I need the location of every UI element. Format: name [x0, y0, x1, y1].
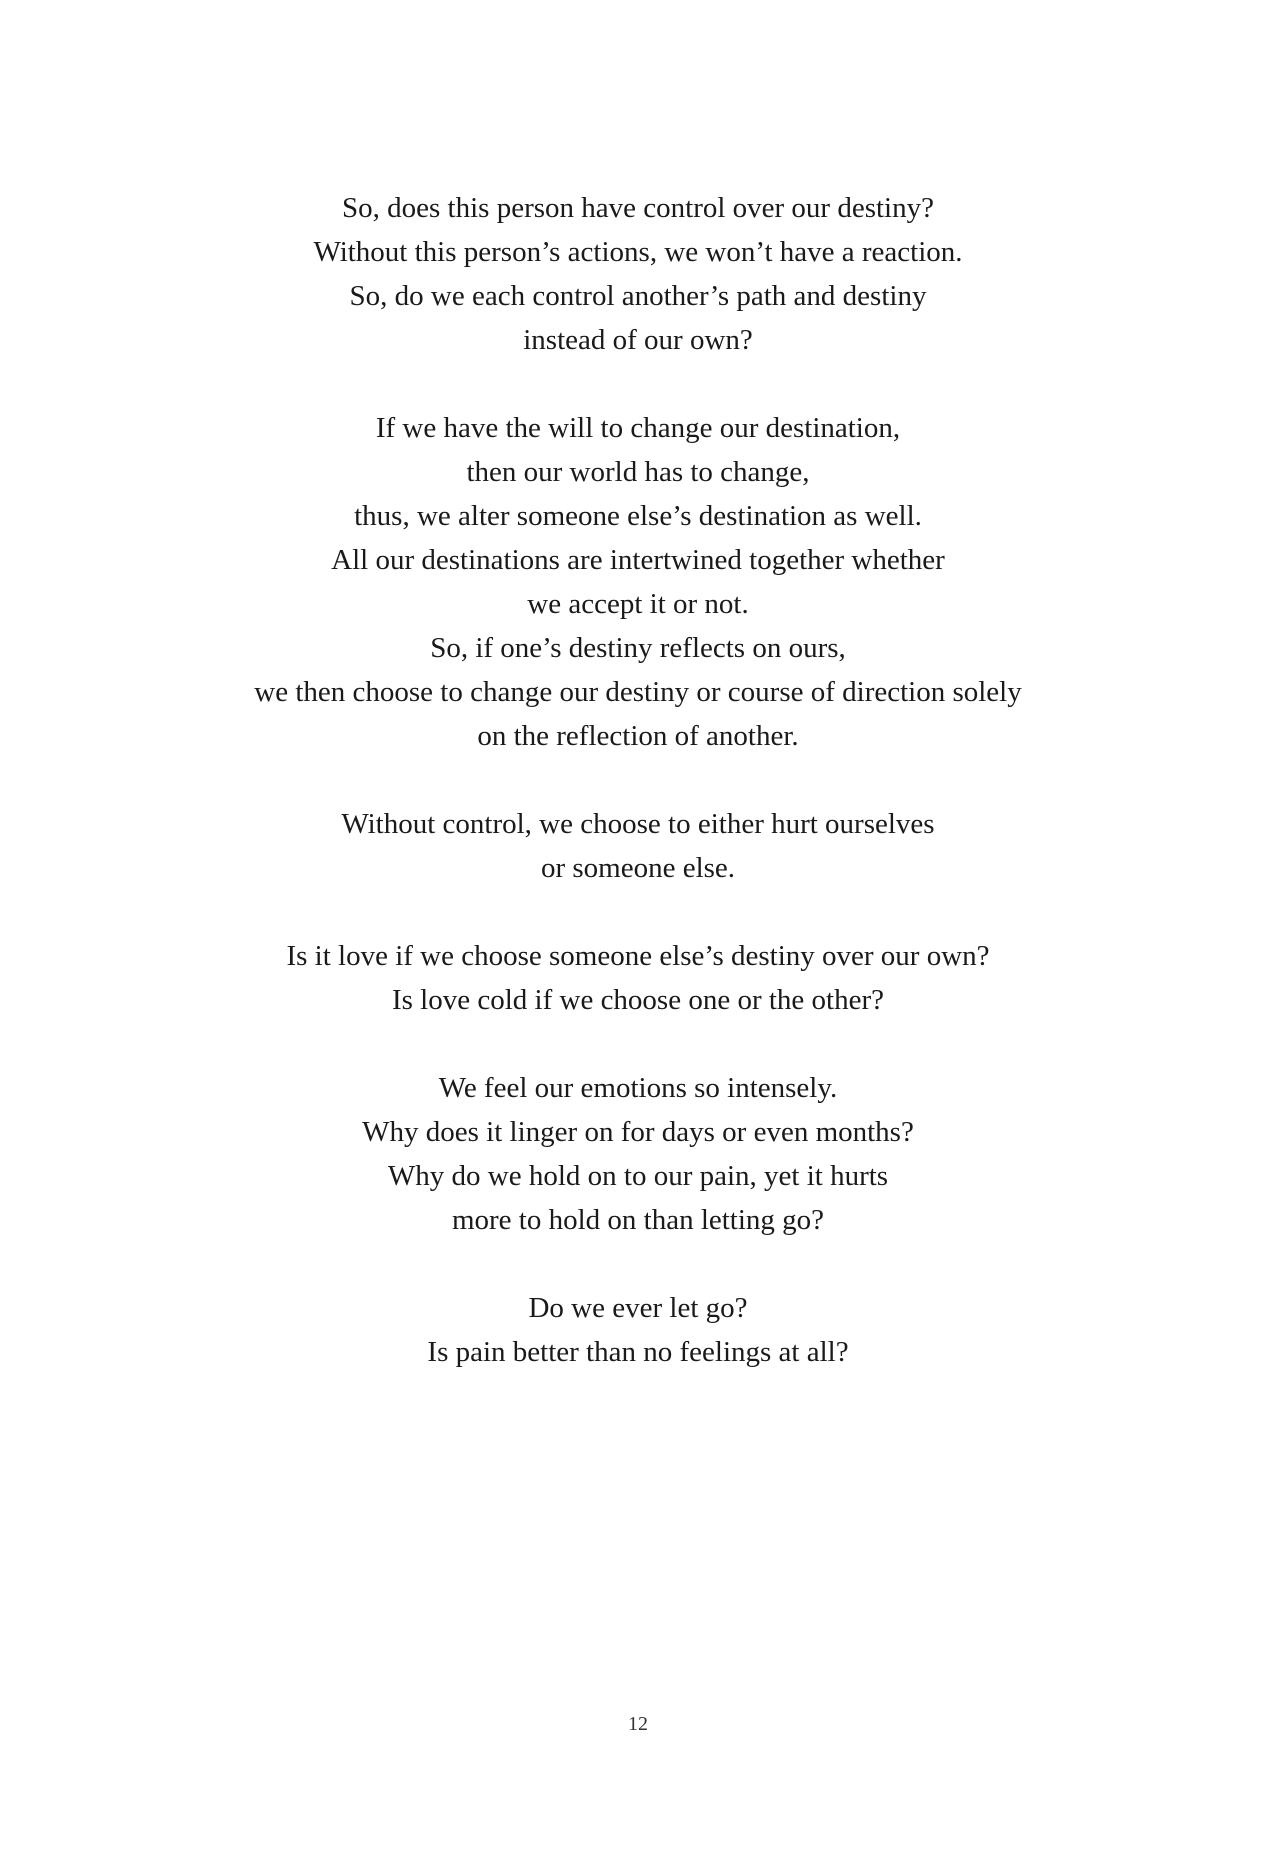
poem-line: instead of our own?: [523, 324, 753, 356]
stanza: [0, 1286, 1276, 1374]
poem-line: So, does this person have control over our destiny?: [342, 192, 934, 224]
poem-line: thus, we alter someone else’s destination as well.: [354, 500, 922, 532]
poem-line: Why does it linger on for days or even months?: [362, 1116, 914, 1148]
poem-line: So, do we each control another’s path and destiny: [349, 280, 927, 312]
poem-line: Without this person’s actions, we won’t have a reaction.: [313, 236, 963, 268]
poem-line: We feel our emotions so intensely.: [438, 1072, 838, 1104]
poem-line: we then choose to change our destiny or course of direction solely: [254, 676, 1022, 708]
stanza: [0, 406, 1276, 758]
poem-line: we accept it or not.: [527, 588, 749, 620]
stanza: [0, 186, 1276, 362]
poem-line: or someone else.: [540, 852, 736, 884]
poem-line: then our world has to change,: [466, 456, 810, 488]
poem-line: If we have the will to change our destination,: [375, 412, 901, 444]
stanza: [0, 802, 1276, 890]
stanza: [0, 934, 1276, 1022]
stanza: [0, 1066, 1276, 1242]
poem-body: [0, 186, 1276, 1418]
poem-line: Is pain better than no feelings at all?: [427, 1336, 849, 1368]
poem-line: Do we ever let go?: [528, 1292, 748, 1324]
poem-line: Is it love if we choose someone else’s destiny over our own?: [286, 940, 990, 972]
poem-line: Without control, we choose to either hurt ourselves: [341, 808, 935, 840]
poem-line: Why do we hold on to our pain, yet it hurts: [387, 1160, 889, 1192]
poem-line: So, if one’s destiny reflects on ours,: [430, 632, 846, 664]
poem-line: Is love cold if we choose one or the other?: [391, 984, 885, 1016]
poem-line: All our destinations are intertwined together whether: [331, 544, 945, 576]
poem-line: more to hold on than letting go?: [451, 1204, 825, 1236]
poem-line: on the reflection of another.: [477, 720, 799, 752]
page-number: 12: [628, 1713, 648, 1735]
